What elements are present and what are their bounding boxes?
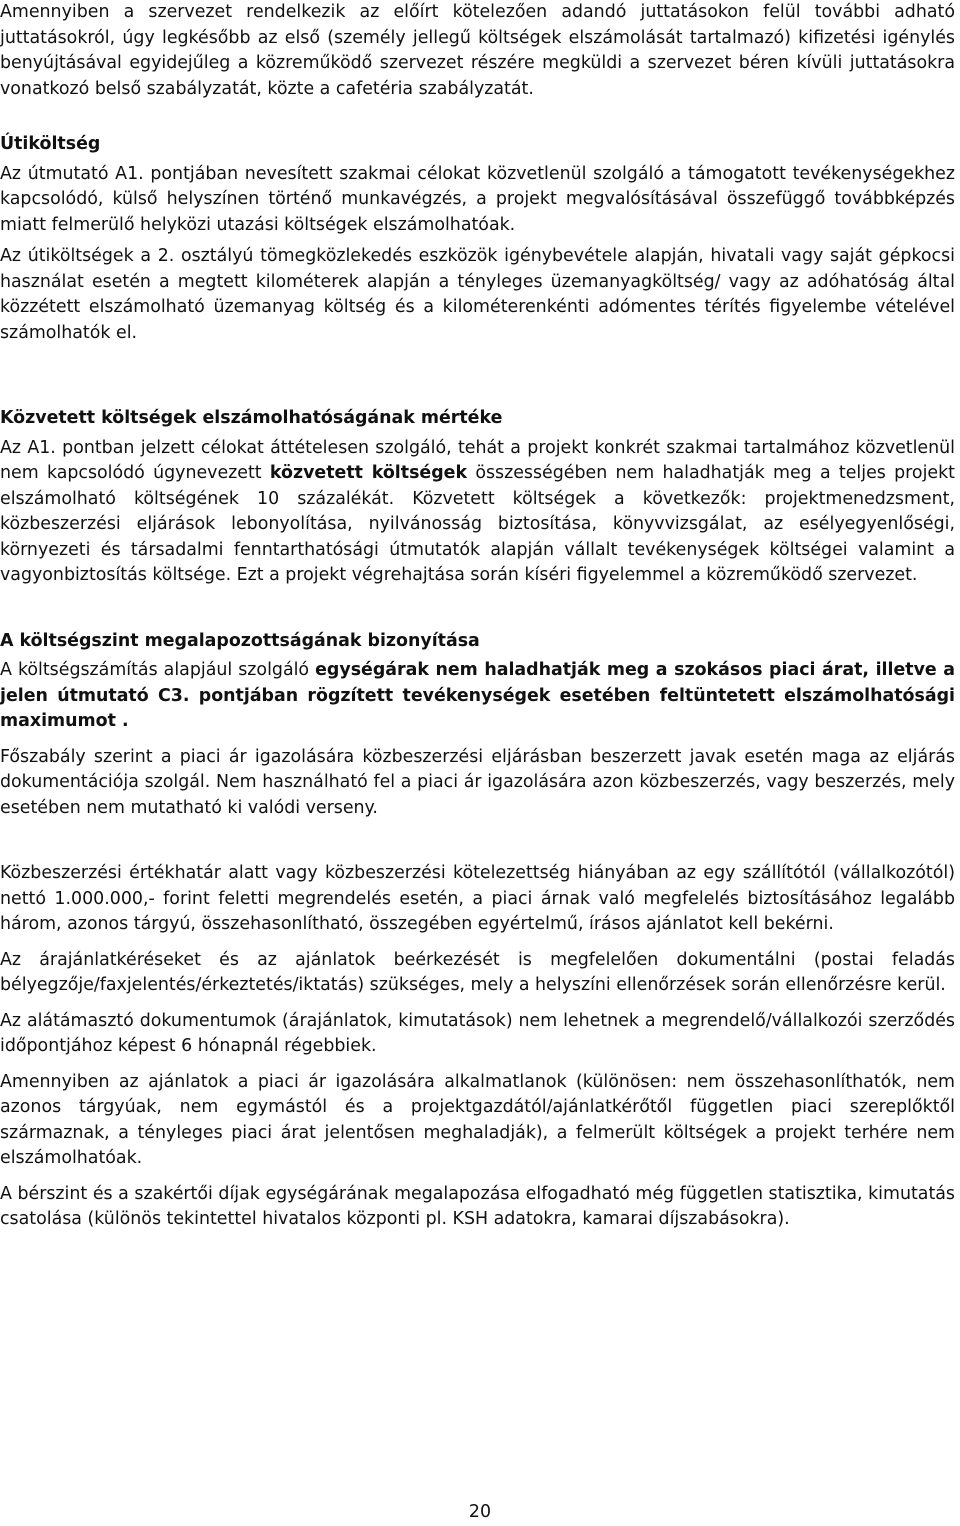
intro-paragraph: Amennyiben a szervezet rendelkezik az előírt kötelezően adandó juttatásokon felül további adható juttatásokról, úgy legkésőbb az első (személy jellegű költségek elszámolását tartalmazó) kifizetési igénylés benyújtásával egyidejűleg a közreműködő szervezet részére megküldi a szervezet béren kívüli juttatásokra vonatkozó belső szabályzatát, közte a cafetéria szabályzatát.	[0, 2, 955, 99]
section-heading-kozvetett: Közvetett költségek elszámolhatóságának mértéke	[0, 408, 503, 428]
koltsegszint-paragraph-7: A bérszint és a szakértői díjak egységárának megalapozása elfogadható még független statisztika, kimutatás csatolása (különös tekintettel hivatalos központi pl. KSH adatokra, kamarai díjszabásokra).	[0, 1183, 955, 1229]
koltsegszint-paragraph-4: Az árajánlatkéréseket és az ajánlatok beérkezését is megfelelően dokumentálni (postai feladás bélyegzője/faxjelentés/érkeztetés/iktatás) szükséges, mely a helyszíni ellenőrzések során ellenőrzésre kerül.	[0, 949, 955, 995]
kozvetett-bold-term: közvetett költségek	[269, 463, 468, 483]
section-heading-utikoltseg: Útiköltség	[0, 134, 101, 154]
utikoltseg-paragraph-1: Az útmutató A1. pontjában nevesített szakmai célokat közvetlenül szolgáló a támogatott tevékenységekhez kapcsolódó, külső helyszínen történő munkavégzés, a projekt megvalósításával összefüggő továbbképzés miatt felmerülő helyközi utazási költségek elszámolhatóak.	[0, 163, 955, 235]
kozvetett-text-b: összességében nem haladhatják meg a teljes projekt elszámolható költségének 10 százalékát. Közvetett költségek a következők: projektmenedzsment, közbeszerzési eljárások lebonyolítása, nyilvánosság biztosítása, könyvvizsgálat, az esélyegyenlőségi, környezeti és társadalmi fenntarthatósági útmutatók alapján vállalt tevékenységek költségei valamint a vagyonbiztosítás költsége. Ezt a projekt végrehajtása során kíséri figyelemmel a közreműködő szervezet.	[0, 463, 955, 585]
section-heading-koltsegszint: A költségszint megalapozottságának bizonyítása	[0, 630, 480, 651]
koltsegszint-bold-statement: egységárak nem haladhatják meg a szokásos piaci árat, illetve a jelen útmutató C3. pontjában rögzített tevékenységek esetében feltüntetett elszámolhatósági maximumot .	[0, 660, 955, 731]
koltsegszint-paragraph-2: Főszabály szerint a piaci ár igazolására közbeszerzési eljárásban beszerzett javak esetén maga az eljárás dokumentációja szolgál. Nem használható fel a piaci ár igazolására azon közbeszerzés, vagy beszerzés, mely esetében nem mutatható ki valódi verseny.	[0, 746, 955, 818]
page-number: 20	[468, 1502, 492, 1522]
koltsegszint-paragraph-5: Az alátámasztó dokumentumok (árajánlatok, kimutatások) nem lehetnek a megrendelő/vállalkozói szerződés időpontjához képest 6 hónapnál régebbiek.	[0, 1010, 955, 1056]
koltsegszint-paragraph-6: Amennyiben az ajánlatok a piaci ár igazolására alkalmatlanok (különösen: nem összehasonlíthatók, nem azonos tárgyúak, nem egymástól és a projektgazdától/ajánlatkérőtől független piaci szereplőktől származnak, a tényleges piaci árat jelentősen meghaladják), a felmerült költségek a projekt terhére nem elszámolhatóak.	[0, 1071, 955, 1168]
koltsegszint-text-a: A költségszámítás alapjául szolgáló	[0, 660, 316, 680]
kozvetett-paragraph-1	[0, 436, 955, 589]
koltsegszint-paragraph-3: Közbeszerzési értékhatár alatt vagy közbeszerzési kötelezettség hiányában az egy szállítótól (vállalkozótól) nettó 1.000.000,- forint feletti megrendelés esetén, a piaci árnak való megfelelés biztosításához legalább három, azonos tárgyú, összehasonlítható, összegében egyértelmű, írásos ajánlatot kell bekérni.	[0, 863, 955, 934]
utikoltseg-paragraph-2: Az útiköltségek a 2. osztályú tömegközlekedés eszközök igénybevétele alapján, hivatali vagy saját gépkocsi használat esetén a megtett kilométerek alapján a tényleges üzemanyagköltség/ vagy az adóhatóság által közzétett elszámolható üzemanyag költség és a kilométerenkénti adómentes térítés figyelembe vételével számolhatók el.	[0, 246, 955, 343]
kozvetett-text-a: Az A1. pontban jelzett célokat áttételesen szolgáló, tehát a projekt konkrét szakmai tartalmához közvetlenül nem kapcsolódó úgynevezett	[0, 437, 955, 483]
koltsegszint-paragraph-1	[0, 658, 955, 735]
